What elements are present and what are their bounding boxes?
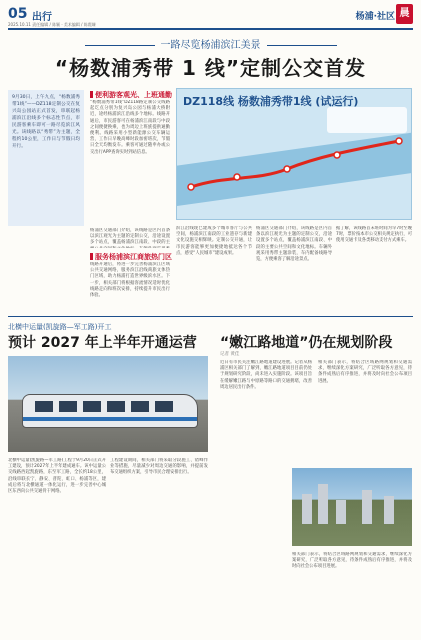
section-divider [8,316,413,317]
section-name: 出行 [32,12,52,23]
story3-column-2: 相关部门表示，将结合区域路网规划和交通需求，继续深化方案研究，广泛听取各方意见，待条件成熟后有序推进，并将及时向社会公布项目进展。 [318,360,412,384]
story3-headline: “嫩江路地道”仍在规划阶段 [220,335,393,351]
story1-column-3: 滨江沿线现已建成多个城市客厅与公共空间，杨浦滨江南段的工业遗存与新建文化设施交相辉映。定制公交开通，让市民游客能够更加便捷地抵达各个节点，感受“人民城市”建设成果。 [176,226,252,256]
newspaper-logo: 晨 [396,4,413,24]
story3-column-1: 近日有市民关注嫩江路地道建设进展。记者从杨浦区相关部门了解到，嫩江路地道项目目前仍处于规划研究阶段，尚未进入实施阶段。该项目旨在缓解嫩江路与中原路等路口的交通拥堵，改善周边居民出行条件。 [220,360,312,390]
page-meta: 2025.10.11 责任编辑 / 陈颖 · 美术编辑 / 陈霞臻 [8,22,96,27]
story1-subhead-1: 便利游客观光、上班通勤 [90,90,172,100]
page-header [8,4,413,30]
story2-kicker: 北横中运量(凯旋路—军工路)开工 [8,323,112,331]
story2-column-1: 北横中运量(凯旋路—军工路)工程于9月20日正式开工建设，预计2027年上半年建成通车。该中运量公交线路西起凯旋路，东至军工路，全长约18公里，沿线串联长宁、静安、普陀、虹口、杨浦等区，建成后将与北横通道一体化运行，进一步完善中心城区东西向公共交通骨干网络。 [8,458,106,495]
story1-lead: 9月30日，上午九点，“杨数浦秀带1线”——DZ118定制公交在复兴岛公园站正式首发，串联起杨浦滨江沿线多个标志性节点，市民游客乘车即可一路尽览滨江风光。该线路以“秀带”为主题，全程约10公里，工作日与节假日均开行。 [8,90,84,226]
story1-kicker: 一路尽览杨浦滨江美景 [0,36,421,51]
story1-column-5: 据了解，该线路首末班时间为早7时至晚7时，票价按本市公交相关规定执行，可使用交通卡及各类移动支付方式乘车。 [336,226,412,244]
tram-photo [8,356,208,452]
brand-name: 杨浦·社区 [355,12,395,22]
road-photo [292,468,412,546]
story1-subhead-2: 服务杨浦滨江商旅热门区 [90,252,172,262]
story1-column-1b: 杨浦区交通部门介绍，该线路是区内首条以滨江观光为主题的定制公交，沿途设置多个站点，覆盖杨浦滨江南段、中段的主 [90,228,170,246]
tram-graphic [22,394,198,428]
bus-route-map [176,88,412,220]
page-number: 05 [8,6,28,22]
story3-byline: 记者 黄佳 [220,352,240,357]
story1-column-4: 杨浦区交通部门介绍，该线路是区内首条以滨江观光为主题的定制公交，沿途设置多个站点，覆盖杨浦滨江南段、中段的主要公共空间和文化地标。车辆外观采用秀带主题涂装，车内配备线路导览，方便乘客了解沿途景点。 [256,226,332,263]
story3-column-3: 相关部门表示，将结合区域路网规划和交通需求，继续深化方案研究，广泛听取各方意见，待条件成熟后有序推进，并将及时向社会公布项目进展。 [292,552,412,570]
story1-column-2: 线路开通后，将进一步完善杨浦滨江区域公共交通网络，服务滨江沿线商旅文体热门区域，助力杨浦打造世界级滨水区。下一步，相关部门将根据客流情况适时优化线路走向和班次安排，持续提升市民出行体验。 [90,262,170,299]
story2-headline: 预计 2027 年上半年开通运营 [8,335,197,351]
story2-column-2: 工程建设期间，相关部门将采取分段施工、错峰作业等措施，尽量减少对周边交通的影响，并提前发布交通组织方案，引导市民合理安排出行。 [110,458,208,476]
story1-headline: “杨数浦秀带 1 线”定制公交首发 [54,56,367,80]
story1-column-1: “杨数浦秀带1线”DZ118路定制公交线路起讫点分别为复兴岛公园与杨浦大桥附近，途经杨浦滨江沿线多个地标。线路开通后，市民游客可在杨浦滨江南段与中段之间便捷换乘，也为周边上班族提供通勤便利。线路采用小型新能源公交车辆运营，工作日早晚高峰时段加密班次，节假日全天均衡发车。乘客可通过随申办或公交出行APP查询实时到站信息。 [90,100,170,155]
map-title: DZ118线 杨数浦秀带1线 (试运行) [183,95,359,108]
